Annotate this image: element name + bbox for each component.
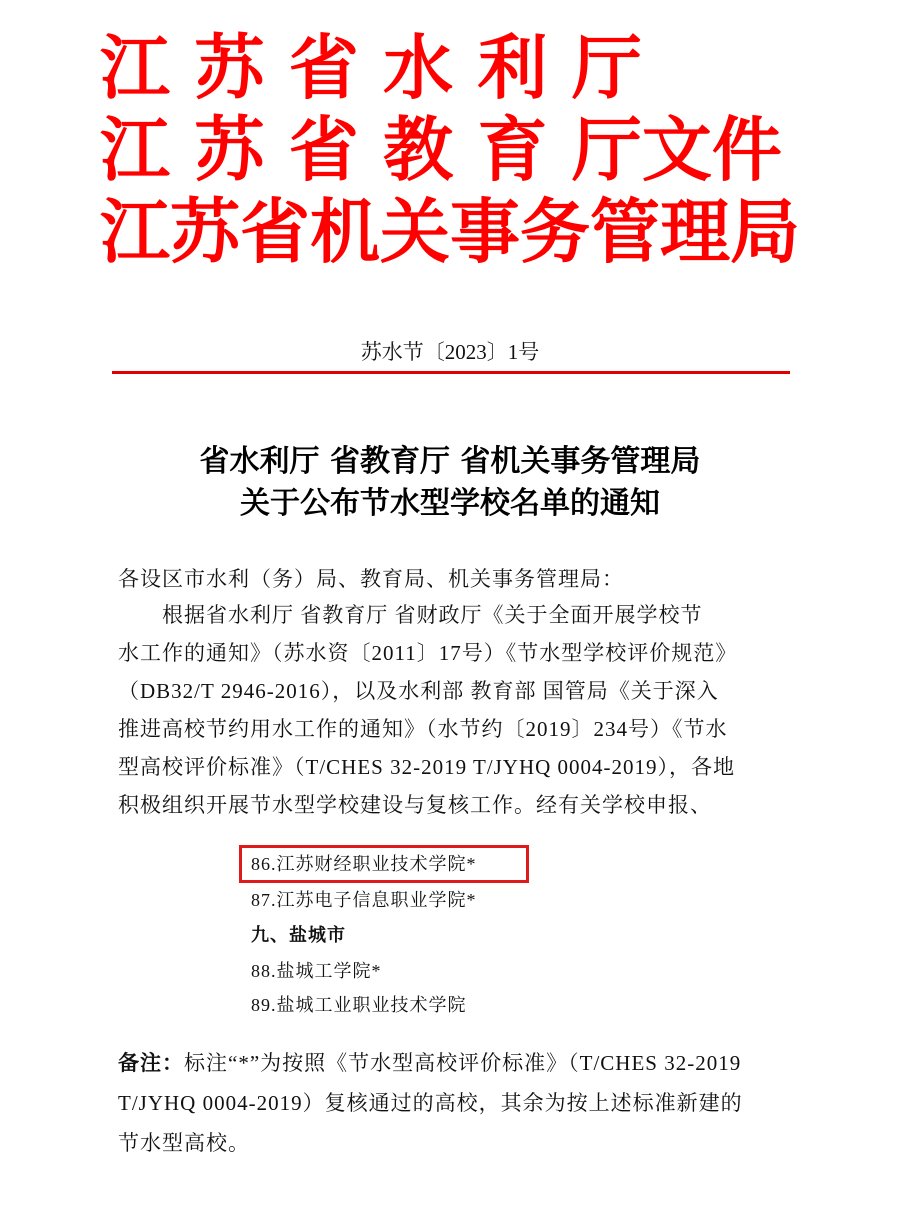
list-item-87: 87.江苏电子信息职业学院* (251, 890, 477, 910)
body-line-1: 根据省水利厅 省教育厅 省财政厅《关于全面开展学校节 (162, 603, 703, 627)
body-line-3: （DB32/T 2946-2016），以及水利部 教育部 国管局《关于深入 (118, 679, 719, 703)
body-line-6: 积极组织开展节水型学校建设与复核工作。经有关学校申报、 (118, 793, 712, 817)
body-line-5: 型高校评价标准》（T/CHES 32-2019 T/JYHQ 0004-2019），各地 (118, 755, 736, 779)
body-line-4: 推进高校节约用水工作的通知》（水节约〔2019〕234号）《节水 (118, 717, 728, 741)
letterhead-line-3: 江苏省机关事务管理局 (100, 190, 800, 273)
salutation: 各设区市水利（务）局、教育局、机关事务管理局： (118, 567, 624, 591)
letterhead-line-1: 江 苏 省 水 利 厅 (100, 26, 642, 109)
red-divider (112, 371, 790, 374)
document-number: 苏水节〔2023〕1号 (360, 340, 540, 364)
note-text-1: 标注“*”为按照《节水型高校评价标准》（T/CHES 32-2019 (184, 1051, 742, 1075)
note-label: 备注： (118, 1051, 184, 1075)
list-item-89: 89.盐城工业职业技术学院 (251, 995, 467, 1015)
letterhead-line-2: 江 苏 省 教 育 厅文件 (100, 108, 782, 191)
note-line-1 (118, 1046, 798, 1080)
list-item-86: 86.江苏财经职业技术学院* (251, 854, 477, 874)
note-line-3: 节水型高校。 (118, 1131, 250, 1155)
note-line-2: T/JYHQ 0004-2019）复核通过的高校，其余为按上述标准新建的 (118, 1091, 743, 1115)
notice-title-line-1: 省水利厅 省教育厅 省机关事务管理局 (199, 444, 701, 479)
list-item-88: 88.盐城工学院* (251, 961, 382, 981)
notice-title-line-2: 关于公布节水型学校名单的通知 (240, 486, 660, 521)
list-section-yancheng: 九、盐城市 (251, 925, 346, 946)
body-line-2: 水工作的通知》（苏水资〔2011〕17号）《节水型学校评价规范》 (118, 641, 738, 665)
